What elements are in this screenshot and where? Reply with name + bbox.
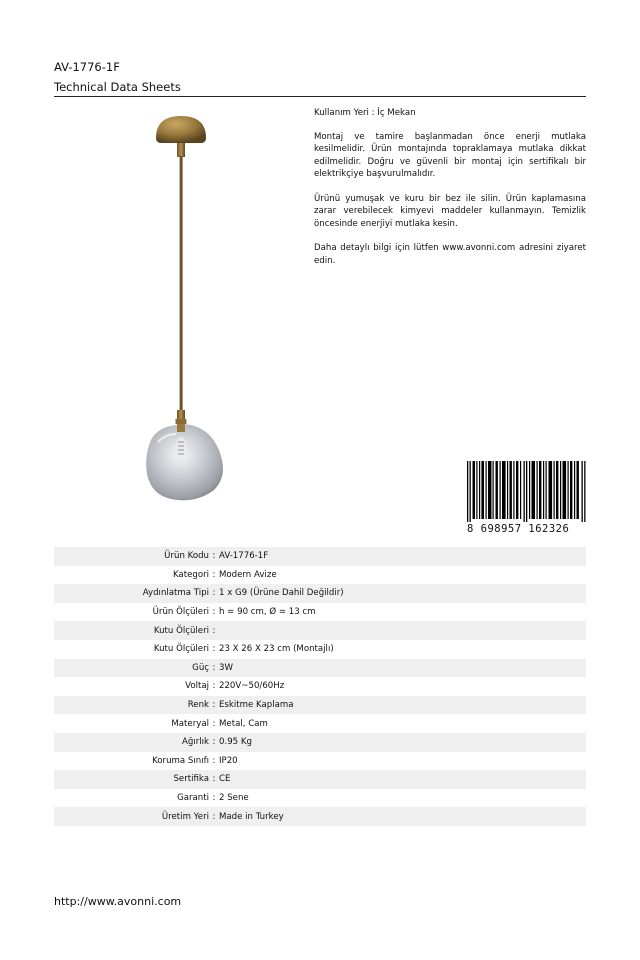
spec-row <box>54 677 586 696</box>
spec-label: Ağırlık <box>181 737 209 748</box>
spec-separator: : <box>212 662 216 673</box>
spec-label: Kutu Ölçüleri <box>153 644 209 655</box>
spec-label: Sertifika <box>173 774 209 785</box>
barcode-digits: 8 698957 162326 <box>467 522 586 536</box>
spec-value: IP20 <box>219 755 238 766</box>
spec-row <box>54 714 586 733</box>
document-subtitle: Technical Data Sheets <box>54 80 181 94</box>
header-divider <box>54 96 586 97</box>
spec-label: Koruma Sınıfı <box>152 755 209 766</box>
website-paragraph: Daha detaylı bilgi için lütfen www.avonni.com adresini ziyaret edin. <box>314 243 586 266</box>
spec-separator: : <box>212 625 216 636</box>
spec-row <box>54 752 586 771</box>
spec-separator: : <box>212 774 216 785</box>
spec-row <box>54 807 586 826</box>
spec-separator: : <box>212 700 216 711</box>
spec-value: Metal, Cam <box>219 718 268 729</box>
product-image <box>140 112 230 507</box>
spec-separator: : <box>212 644 216 655</box>
spec-row <box>54 789 586 808</box>
spec-value: 0.95 Kg <box>219 737 252 748</box>
usage-text: Kullanım Yeri : İç Mekan <box>314 108 416 118</box>
spec-label: Materyal <box>171 718 209 729</box>
safety-paragraph: Montaj ve tamire başlanmadan önce enerji mutlaka kesilmelidir. Ürün montajında topraklamaya mutlaka dikkat edilmelidir. Doğru ve güvenli bir montaj için sertifikalı bir elektrikçiye başvurulmalıdır. <box>314 131 586 179</box>
spec-label: Aydınlatma Tipi <box>142 588 209 599</box>
spec-separator: : <box>212 569 216 580</box>
spec-separator: : <box>212 588 216 599</box>
spec-row <box>54 547 586 566</box>
spec-label: Voltaj <box>185 681 209 692</box>
spec-label: Renk <box>187 700 209 711</box>
spec-row <box>54 770 586 789</box>
spec-label: Garanti <box>177 793 209 804</box>
spec-separator: : <box>212 551 216 562</box>
spec-value: 1 x G9 (Ürüne Dahil Değildir) <box>219 588 344 599</box>
spec-value: CE <box>219 774 231 785</box>
spec-value: h = 90 cm, Ø = 13 cm <box>219 607 316 618</box>
spec-separator: : <box>212 793 216 804</box>
spec-value: AV-1776-1F <box>219 551 269 562</box>
spec-value: 3W <box>219 662 233 673</box>
spec-label: Güç <box>192 662 209 673</box>
spec-row <box>54 640 586 659</box>
spec-separator: : <box>212 607 216 618</box>
footer-url[interactable]: http://www.avonni.com <box>54 895 182 908</box>
spec-value: Eskitme Kaplama <box>219 700 294 711</box>
spec-separator: : <box>212 755 216 766</box>
canopy-shape <box>156 116 206 143</box>
spec-separator: : <box>212 811 216 822</box>
spec-row <box>54 621 586 640</box>
spec-label: Ürün Kodu <box>164 551 209 562</box>
spec-row <box>54 603 586 622</box>
spec-value: Made in Turkey <box>219 811 284 822</box>
spec-label: Ürün Ölçüleri <box>152 607 209 618</box>
spec-value: Modern Avize <box>219 569 277 580</box>
spec-separator: : <box>212 718 216 729</box>
spec-row <box>54 696 586 715</box>
spec-row <box>54 566 586 585</box>
spec-value: 2 Sene <box>219 793 249 804</box>
spec-value: 220V~50/60Hz <box>219 681 285 692</box>
spec-value: 23 X 26 X 23 cm (Montajlı) <box>219 644 334 655</box>
spec-separator: : <box>212 681 216 692</box>
spec-row <box>54 584 586 603</box>
care-paragraph: Ürünü yumuşak ve kuru bir bez ile silin. Ürün kaplamasına zarar verebilecek kimyevi maddeler kullanmayın. Temizlik öncesinde enerjiyi mutlaka kesin. <box>314 193 586 229</box>
spec-row <box>54 659 586 678</box>
spec-label: Üretim Yeri <box>161 811 209 822</box>
glass-shade <box>146 424 223 500</box>
info-panel <box>314 107 586 279</box>
spec-label: Kutu Ölçüleri <box>153 625 209 636</box>
spec-label: Kategori <box>172 569 209 580</box>
barcode <box>467 459 586 538</box>
barcode-bars <box>467 461 586 524</box>
spec-separator: : <box>212 737 216 748</box>
spec-row <box>54 733 586 752</box>
spec-table <box>54 547 586 826</box>
product-code-title: AV-1776-1F <box>54 60 120 74</box>
